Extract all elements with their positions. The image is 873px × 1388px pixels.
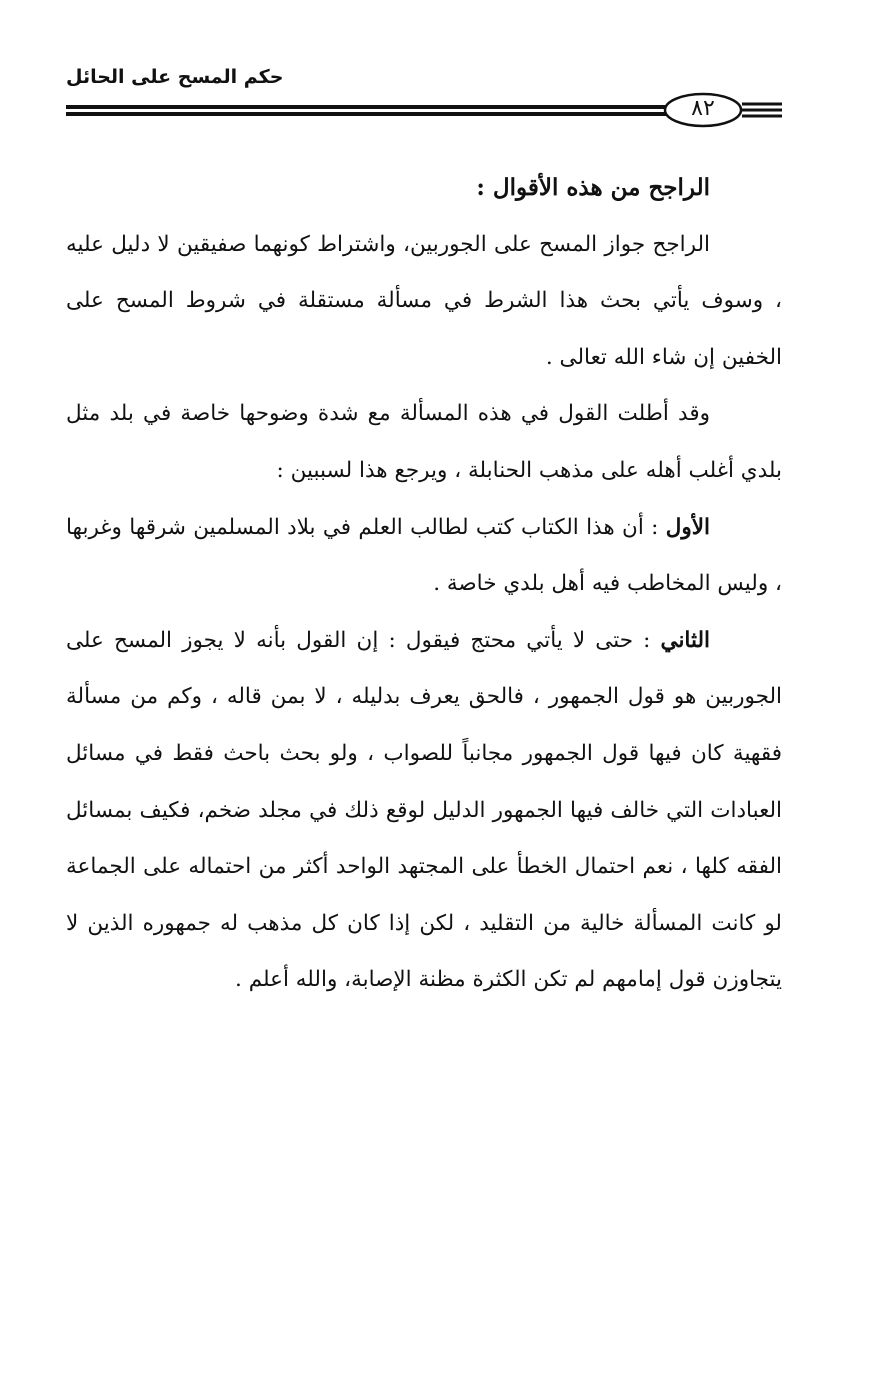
- reason-2-text: : حتى لا يأتي محتج فيقول : إن القول بأنه لا يجوز المسح على الجوربين هو قول الجمهور ، فالحق يعرف بدليله ، لا بمن قاله ، وكم من مسألة فقهية كان فيها قول الجمهور مجانباً للصواب ، ولو بحث باحث فقط في مسائل العبادات التي خالف فيها الجمهور الدليل لوقع ذلك في مجلد ضخم، فكيف بمسائل الفقه كلها ، نعم احتمال الخطأ على المجتهد الواحد أكثر من احتماله على الجماعة لو كانت المسألة خالية من التقليد ، لكن إذا كان كل مذهب له جمهوره الذين لا يتجاوزن قول إمامهم لم تكن الكثرة مظنة الإصابة، والله أعلم .: [66, 627, 782, 993]
- paragraph-1: الراجح جواز المسح على الجوربين، واشتراط كونهما صفيقين لا دليل عليه ، وسوف يأتي بحث هذا الشرط في مسألة مستقلة في شروط المسح على الخفين إن شاء الله تعالى .: [66, 231, 782, 370]
- page-number: ٨٢: [691, 96, 715, 121]
- reason-1-lead: الأول: [665, 514, 710, 540]
- paragraph-2: وقد أطلت القول في هذه المسألة مع شدة وضوحها خاصة في بلد مثل بلدي أغلب أهله على مذهب الحنابلة ، ويرجع هذا لسببين :: [66, 401, 782, 483]
- running-title: حكم المسح على الحائل: [66, 66, 284, 88]
- reason-2: [66, 613, 782, 1009]
- reason-1: [66, 500, 782, 613]
- reason-2-lead: الثاني: [660, 627, 710, 653]
- section-heading: الراجح من هذه الأقوال :: [476, 174, 710, 201]
- page-body: [66, 160, 782, 1009]
- reason-1-text: : أن هذا الكتاب كتب لطالب العلم في بلاد المسلمين شرقها وغربها ، وليس المخاطب فيه أهل بلدي خاصة .: [66, 514, 782, 597]
